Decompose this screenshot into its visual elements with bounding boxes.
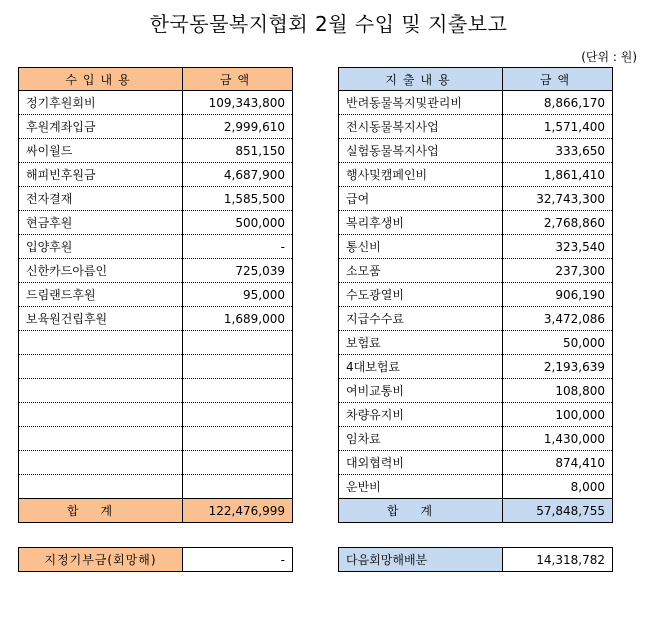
income-row-amount: 95,000 [183,283,293,307]
expense-row-label: 행사및캠페인비 [339,163,503,187]
expense-row [339,283,613,307]
next-hope-label: 다음회망해배분 [339,548,503,572]
next-hope-row [339,548,613,572]
income-row-amount: 500,000 [183,211,293,235]
income-label-header: 수입내용 [19,68,183,91]
income-row [19,451,293,475]
income-row-label [19,331,183,355]
unit-note: (단위 : 원) [581,50,637,64]
income-row-amount [183,451,293,475]
expense-row-amount: 1,571,400 [503,115,613,139]
income-body [19,91,293,499]
income-total-row [19,499,293,523]
expense-row-amount: 32,743,300 [503,187,613,211]
designated-donation-table [18,547,293,572]
expense-row [339,187,613,211]
income-row-amount: 1,585,500 [183,187,293,211]
income-row-amount [183,379,293,403]
expense-row-label: 여비교통비 [339,379,503,403]
next-hope-amount: 14,318,782 [503,548,613,572]
income-row-label [19,355,183,379]
expense-row-amount: 8,866,170 [503,91,613,115]
expense-total-amount: 57,848,755 [503,499,613,523]
expense-row [339,403,613,427]
income-row-amount [183,427,293,451]
expense-total-row [339,499,613,523]
expense-row-amount: 1,430,000 [503,427,613,451]
income-row [19,475,293,499]
expense-row-amount: 323,540 [503,235,613,259]
income-row [19,427,293,451]
income-row-label: 신한카드아름인 [19,259,183,283]
income-row [19,307,293,331]
expense-row-label: 보험료 [339,331,503,355]
expense-row [339,235,613,259]
designated-row [19,548,293,572]
expense-row-label: 4대보험료 [339,355,503,379]
income-row-amount: 109,343,800 [183,91,293,115]
expense-row [339,211,613,235]
income-row-label [19,379,183,403]
income-row [19,355,293,379]
expense-row-amount: 1,861,410 [503,163,613,187]
expense-row-label: 통신비 [339,235,503,259]
report-title: 한국동물복지협회 2월 수입 및 지출보고 [149,12,508,36]
expense-row-amount: 3,472,086 [503,307,613,331]
expense-row-amount: 333,650 [503,139,613,163]
expense-label-header: 지출내용 [339,68,503,91]
income-row-amount [183,331,293,355]
expense-row [339,427,613,451]
expense-header-row [339,68,613,91]
income-row-label [19,475,183,499]
income-total-amount: 122,476,999 [183,499,293,523]
income-row [19,163,293,187]
expense-row [339,91,613,115]
income-row-amount: 1,689,000 [183,307,293,331]
income-header-row [19,68,293,91]
income-row-amount: 851,150 [183,139,293,163]
income-row [19,187,293,211]
income-row-amount [183,475,293,499]
income-row [19,259,293,283]
expense-row [339,331,613,355]
income-row-label [19,403,183,427]
expense-row-amount: 2,193,639 [503,355,613,379]
expense-row [339,355,613,379]
income-row-label: 정기후원회비 [19,91,183,115]
expense-row-label: 급여 [339,187,503,211]
expense-row-amount: 874,410 [503,451,613,475]
expense-body [339,91,613,499]
income-table [18,67,293,523]
expense-row-amount: 100,000 [503,403,613,427]
expense-row [339,307,613,331]
income-amount-header: 금액 [183,68,293,91]
expense-row-label: 지급수수료 [339,307,503,331]
expense-row-amount: 906,190 [503,283,613,307]
income-row-label [19,427,183,451]
expense-row-label: 운반비 [339,475,503,499]
income-row-label: 드림랜드후원 [19,283,183,307]
expense-row-amount: 108,800 [503,379,613,403]
income-total-label: 합계 [19,499,183,523]
income-row-label: 전자결재 [19,187,183,211]
income-row [19,283,293,307]
income-row [19,91,293,115]
expense-row-label: 복리후생비 [339,211,503,235]
expense-row-label: 반려동물복지및관리비 [339,91,503,115]
income-row [19,211,293,235]
income-row-amount: 2,999,610 [183,115,293,139]
expense-row-amount: 8,000 [503,475,613,499]
expense-row-amount: 2,768,860 [503,211,613,235]
expense-row [339,451,613,475]
expense-row-label: 실험동물복지사업 [339,139,503,163]
expense-row-label: 전시동물복지사업 [339,115,503,139]
expense-row-label: 수도광열비 [339,283,503,307]
income-row-label [19,451,183,475]
expense-row [339,379,613,403]
designated-label: 지정기부금(회망해) [19,548,183,572]
expense-row-label: 임차료 [339,427,503,451]
income-row [19,331,293,355]
income-row-amount [183,403,293,427]
income-row-amount [183,355,293,379]
expense-row [339,139,613,163]
income-row-label: 후원계좌입금 [19,115,183,139]
expense-row-label: 대외협력비 [339,451,503,475]
expense-row [339,115,613,139]
expense-row [339,163,613,187]
expense-row [339,259,613,283]
income-row [19,115,293,139]
income-row-label: 입양후원 [19,235,183,259]
income-row-amount: - [183,235,293,259]
expense-table [338,67,613,523]
income-row-label: 해피빈후원금 [19,163,183,187]
expense-row [339,475,613,499]
expense-row-label: 차량유지비 [339,403,503,427]
income-row-label: 싸이월드 [19,139,183,163]
income-row-label: 보육원건립후원 [19,307,183,331]
designated-amount: - [183,548,293,572]
income-row-amount: 725,039 [183,259,293,283]
expense-amount-header: 금액 [503,68,613,91]
expense-row-label: 소모품 [339,259,503,283]
expense-row-amount: 237,300 [503,259,613,283]
income-row-label: 현금후원 [19,211,183,235]
income-row [19,403,293,427]
income-row [19,139,293,163]
income-row-amount: 4,687,900 [183,163,293,187]
income-row [19,235,293,259]
income-row [19,379,293,403]
expense-total-label: 합계 [339,499,503,523]
expense-row-amount: 50,000 [503,331,613,355]
next-hope-table [338,547,613,572]
